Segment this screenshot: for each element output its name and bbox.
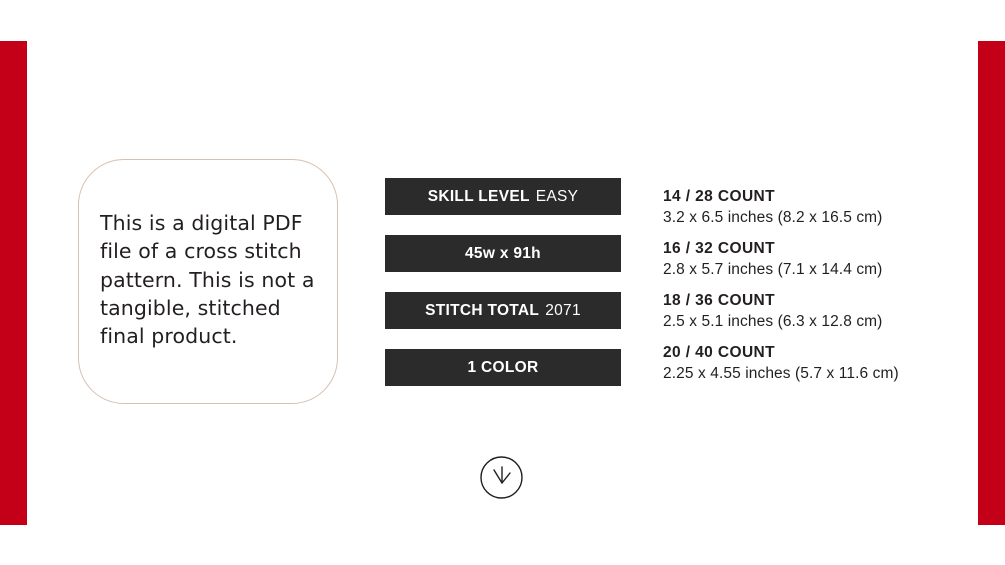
count-size: 2.5 x 5.1 inches (6.3 x 12.8 cm)	[663, 313, 883, 330]
stitch-total-label: STITCH TOTAL	[425, 301, 540, 319]
count-item	[663, 343, 963, 384]
count-item	[663, 291, 963, 332]
disclaimer-text: This is a digital PDF file of a cross stitch pattern. This is not a tangible, stitched final product.	[100, 211, 315, 349]
right-accent-bar	[978, 41, 1005, 525]
stitch-total-bar	[385, 292, 621, 329]
count-size-list	[663, 187, 963, 395]
count-size: 3.2 x 6.5 inches (8.2 x 16.5 cm)	[663, 209, 883, 226]
skill-level-label: SKILL LEVEL	[427, 187, 530, 205]
color-count-bar	[385, 349, 621, 386]
stitch-total-value: 2071	[545, 301, 581, 319]
count-size: 2.25 x 4.55 inches (5.7 x 11.6 cm)	[663, 365, 899, 382]
circle-monogram-logo-icon	[480, 456, 523, 499]
count-title: 16 / 32 COUNT	[663, 240, 776, 257]
count-item	[663, 187, 963, 228]
count-title: 18 / 36 COUNT	[663, 292, 776, 309]
count-item	[663, 239, 963, 280]
count-size: 2.8 x 5.7 inches (7.1 x 14.4 cm)	[663, 261, 883, 278]
dimensions-label: 45w x 91h	[465, 244, 541, 262]
count-title: 20 / 40 COUNT	[663, 344, 776, 361]
dimensions-bar	[385, 235, 621, 272]
count-title: 14 / 28 COUNT	[663, 188, 776, 205]
color-count-label: 1 COLOR	[467, 358, 539, 376]
skill-level-bar	[385, 178, 621, 215]
skill-level-value: EASY	[535, 187, 579, 205]
left-accent-bar	[0, 41, 27, 525]
